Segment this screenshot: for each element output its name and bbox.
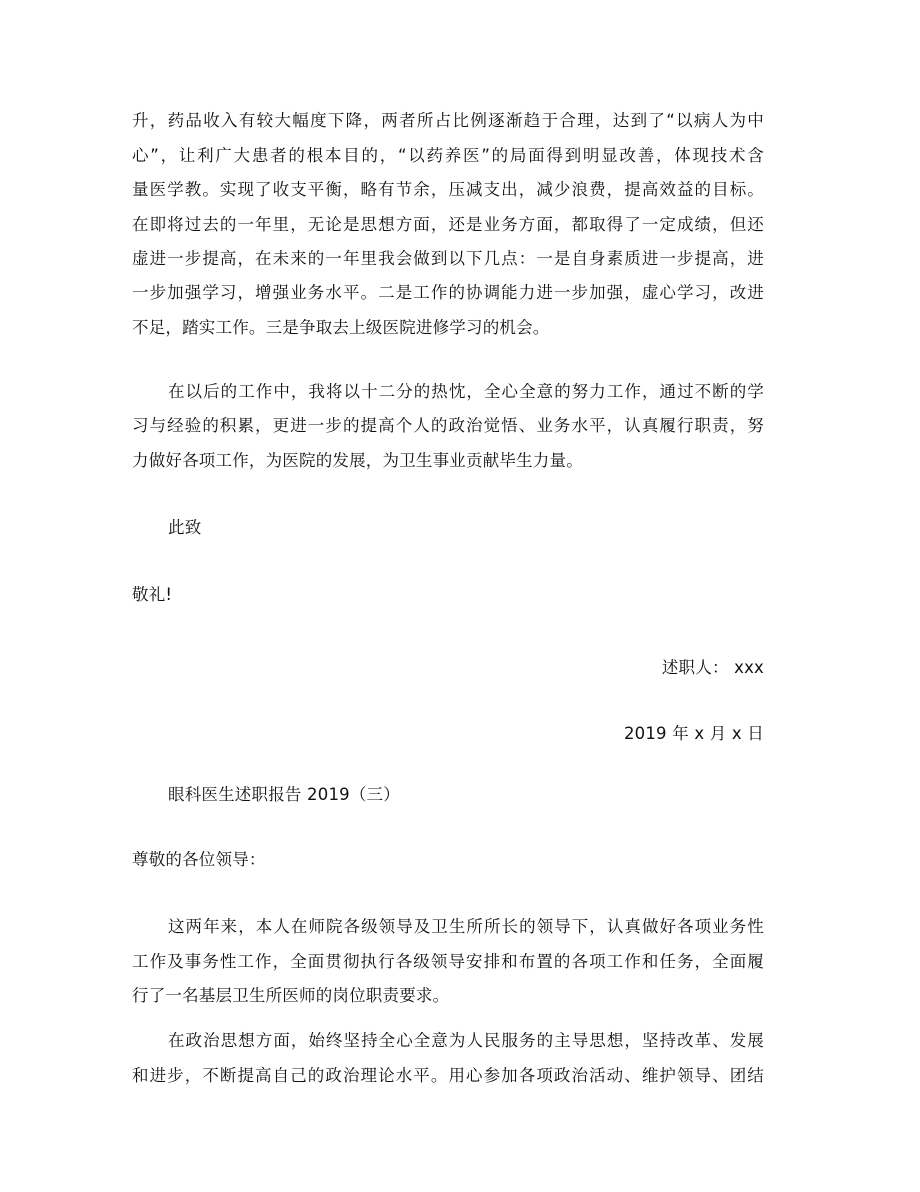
body-line: 习与经验的积累，更进一步的提高个人的政治觉悟、业务水平，认真履行职责，努 <box>132 416 764 435</box>
body-line: 工作及事务性工作，全面贯彻执行各级领导安排和布置的各项工作和任务，全面履 <box>132 952 764 971</box>
greeting: 尊敬的各位领导： <box>132 850 266 869</box>
body-line: 力做好各项工作，为医院的发展，为卫生事业贡献毕生力量。 <box>132 451 583 470</box>
body-line: 这两年来，本人在师院各级领导及卫生所所长的领导下，认真做好各项业务性 <box>168 917 764 936</box>
salutation-cizhi: 此致 <box>168 518 202 537</box>
date: 2019 年 x 月 x 日 <box>623 724 764 743</box>
body-line: 行了一名基层卫生所医师的岗位职责要求。 <box>132 986 450 1005</box>
body-line: 量医学教。实现了收支平衡，略有节余，压减支出，减少浪费，提高效益的目标。 <box>132 180 764 199</box>
body-line: 心”，让利广大患者的根本目的，“以药养医”的局面得到明显改善，体现技术含 <box>132 146 764 165</box>
body-line: 不足，踏实工作。三是争取去上级医院进修学习的机会。 <box>132 318 550 337</box>
signature: 述职人： xxx <box>661 658 764 677</box>
body-line: 在以后的工作中，我将以十二分的热忱，全心全意的努力工作，通过不断的学 <box>168 382 764 401</box>
body-line: 和进步，不断提高自己的政治理论水平。用心参加各项政治活动、维护领导、团结 <box>132 1066 764 1085</box>
section-title: 眼科医生述职报告 2019（三） <box>168 785 400 804</box>
salutation-jingli: 敬礼! <box>132 585 173 604</box>
body-line: 在政治思想方面，始终坚持全心全意为人民服务的主导思想，坚持改革、发展 <box>168 1031 764 1050</box>
body-line: 在即将过去的一年里，无论是思想方面，还是业务方面，都取得了一定成绩，但还 <box>132 215 764 234</box>
body-line: 虚进一步提高，在未来的一年里我会做到以下几点：一是自身素质进一步提高，进 <box>132 249 764 268</box>
body-line: 一步加强学习，增强业务水平。二是工作的协调能力进一步加强，虚心学习，改进 <box>132 283 764 302</box>
body-line: 升，药品收入有较大幅度下降，两者所占比例逐渐趋于合理，达到了“以病人为中 <box>132 111 764 130</box>
